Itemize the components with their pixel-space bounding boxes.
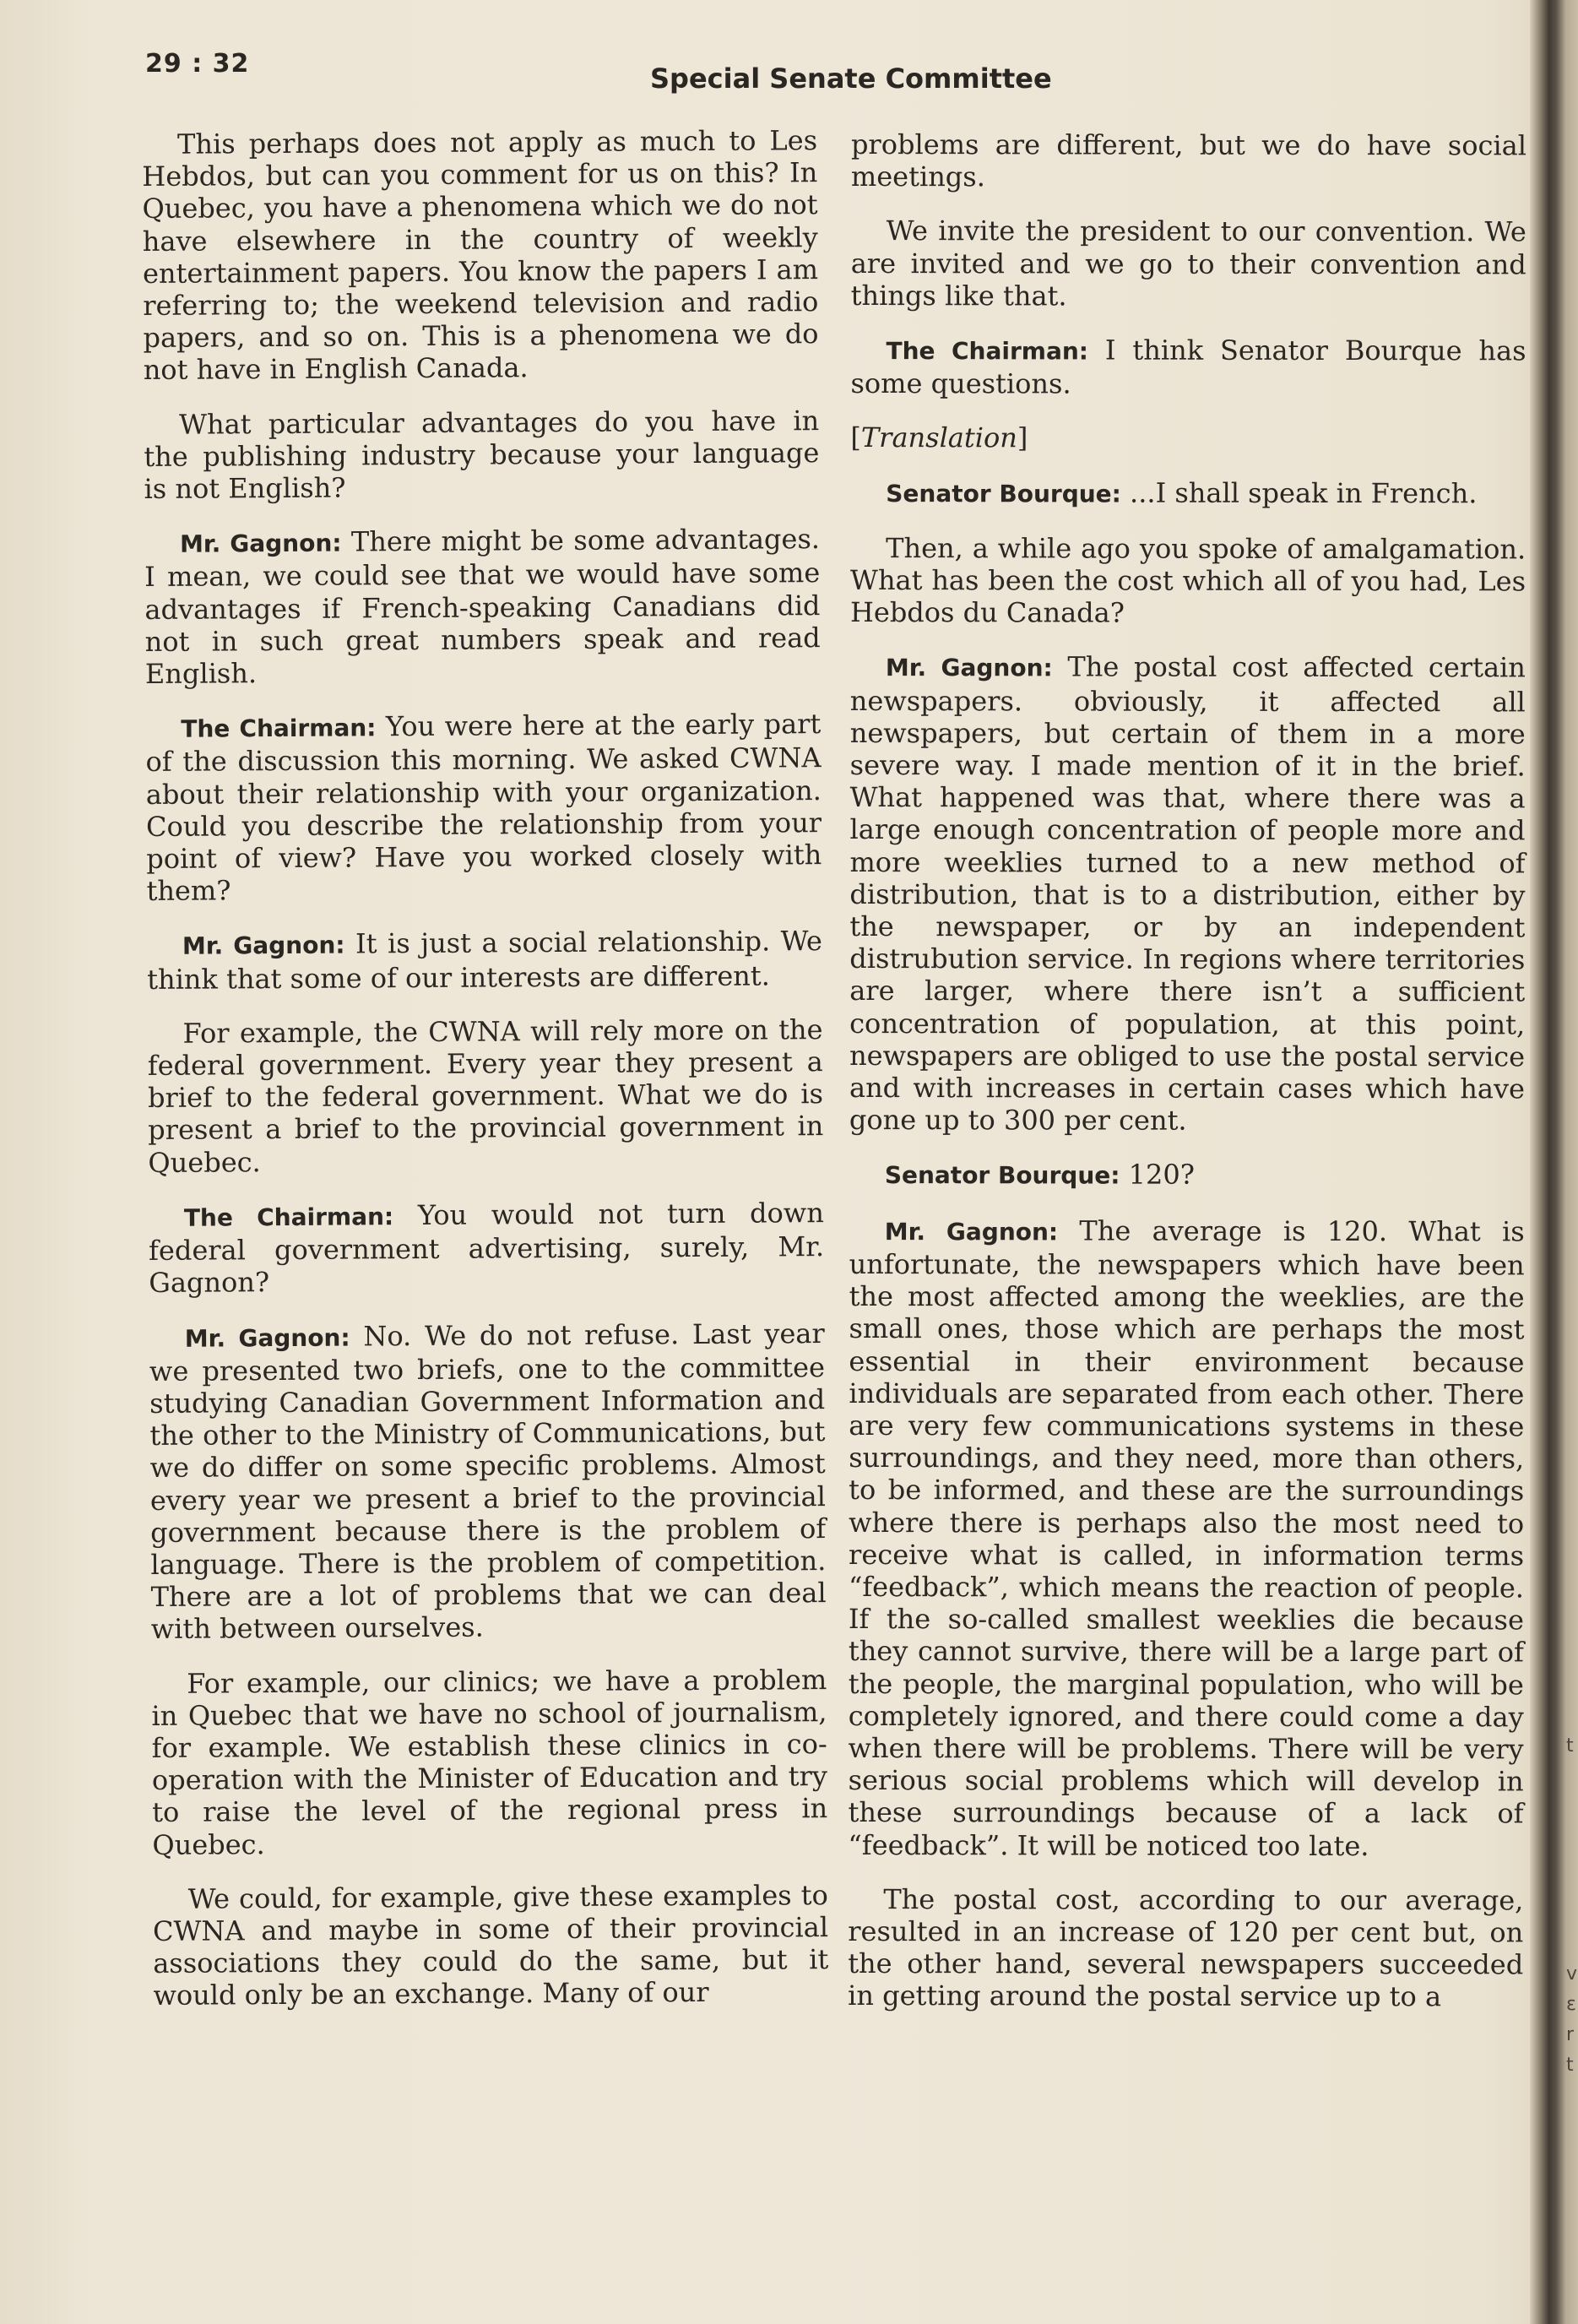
speaker-name: Mr. Gagnon:: [182, 931, 345, 961]
paragraph: [849, 650, 1526, 1137]
speaker-name: Mr. Gagnon:: [885, 654, 1053, 682]
paragraph: [850, 334, 1526, 401]
paragraph: [151, 1664, 827, 1861]
page-number: 29 : 32: [145, 49, 250, 79]
running-head-title: Special Senate Committee: [650, 62, 1052, 95]
paragraph-text: For example, the CWNA will rely more on the federal government. Every year they present a brief to the federal government. What we do is present a brief to the provincial government in Quebec.: [147, 1013, 824, 1179]
paragraph: [848, 1214, 1524, 1862]
paragraph: [850, 532, 1526, 630]
paragraph-text: We could, for example, give these examples to CWNA and maybe in some of their provincial associations they could do the same, but it would only be an exchange. Many of our: [152, 1878, 829, 2012]
paragraph-text: It is just a social relationship. We think that some of our interests are different.: [147, 925, 823, 996]
paragraph: [149, 1197, 825, 1299]
paragraph-text: You would not turn down federal government advertising, surely, Mr. Gagnon?: [149, 1196, 825, 1300]
speaker-name: The Chairman:: [183, 1203, 394, 1232]
paragraph: [850, 476, 1526, 512]
paragraph-text: You were here at the early part of the discussion this morning. We asked CWNA about their relationship with your organization. Could you describe the relationship from your point of view? Have you worked closely with them?: [145, 708, 822, 908]
paragraph-text: Then, a while ago you spoke of amalgamation. What has been the cost which all of you had, Les Hebdos du Canada?: [849, 531, 1526, 629]
edge-fragment: t: [1566, 1735, 1574, 1757]
paragraph-text: 120?: [1128, 1159, 1195, 1192]
paragraph-text: What particular advantages do you have in the publishing industry because your language is not English?: [144, 404, 820, 506]
left-column: [142, 124, 829, 2033]
edge-fragment: r: [1566, 2024, 1575, 2045]
speaker-name: Mr. Gagnon:: [884, 1217, 1059, 1246]
edge-fragment: v: [1566, 1963, 1578, 1985]
translation-marker: [Translation]: [850, 421, 1028, 454]
paragraph-text: problems are different, but we do have social meetings.: [850, 128, 1526, 193]
paragraph-text: The postal cost affected certain newspapers. obviously, it affected all newspapers, but certain of them in a more severe way. I made mention of it in the brief. What happened was that, where there was a large enough concentration of people more and more weeklies turned to a new method of distribution, that is to a distribution, either by the newspaper, or by an independent distrubution service. In regions where territories are larger, where there isn’t a sufficient concentration of population, at this point, newspapers are obliged to use the postal service and with increases in certain cases which have gone up to 300 per cent.: [849, 650, 1526, 1137]
paragraph-text: There might be some advantages. I mean, we could see that we would have some advantages if French-speaking Canadians did not in such great numbers speak and read English.: [144, 523, 821, 691]
speaker-name: Mr. Gagnon:: [179, 529, 342, 558]
paragraph: [149, 1317, 827, 1646]
paragraph-text: The postal cost, according to our average, resulted in an increase of 120 per cent but, on the other hand, several newspapers succeeded in getting around the postal service up to a: [848, 1882, 1524, 2013]
speaker-name: Senator Bourque:: [886, 479, 1121, 508]
paragraph: [851, 128, 1526, 194]
speaker-name: Senator Bourque:: [884, 1161, 1120, 1191]
speaker-name: The Chairman:: [181, 714, 377, 743]
paragraph: [142, 124, 819, 387]
paragraph: [153, 1879, 829, 2012]
paragraph: [848, 1883, 1523, 2013]
paragraph-text: ...I shall speak in French.: [1130, 476, 1478, 509]
speaker-name: The Chairman:: [886, 337, 1089, 366]
edge-fragment: t: [1566, 2055, 1574, 2076]
speaker-name: Mr. Gagnon:: [184, 1323, 350, 1353]
paragraph: [145, 708, 822, 907]
paragraph: [144, 523, 821, 690]
paragraph-text: We invite the president to our convention. We are invited and we go to their convention and things like that.: [850, 214, 1526, 312]
paragraph-text: For example, our clinics; we have a problem in Quebec that we have no school of journalism, for example. We establish these clinics in co-operation with the Minister of Education and try to raise the level of the regional press in Quebec.: [151, 1663, 828, 1861]
paragraph: [147, 926, 822, 996]
right-column: [848, 128, 1526, 2035]
edge-fragment: ε: [1566, 1994, 1576, 2015]
paragraph: [851, 214, 1526, 312]
paragraph-text: This perhaps does not apply as much to Les Hebdos, but can you comment for us on this? In Quebec, you have a phenomena which we do not have elsewhere in the country of weekly entertainment papers. You know the papers I am referring to; the weekend television and radio papers, and so on. This is a phenomena we do not have in English Canada.: [142, 124, 819, 387]
paragraph-text: I think Senator Bourque has some questions.: [850, 334, 1526, 400]
paragraph-text: The average is 120. What is unfortunate, the newspapers which have been the most affected among the weeklies, are the small ones, those which are perhaps the most essential in their environment because individuals are separated from each other. There are very few communications systems in these surroundings, and they need, more than others, to be informed, and these are the surroundings where there is perhaps also the most need to receive what is called, in information terms “feedback”, which means the reaction of people. If the so-called smallest weeklies die because they cannot survive, there will be a large part of the people, the marginal population, who will be completely ignored, and there could come a day when there will be problems. There will be very serious social problems which will develop in these surroundings because of a lack of “feedback”. It will be noticed too late.: [848, 1214, 1525, 1862]
paragraph-text: No. We do not refuse. Last year we presented two briefs, one to the committee studying Canadian Government Information and the other to the Ministry of Communications, but we do differ on some specific problems. Almost every year we present a brief to the provincial government because there is the problem of language. There is the problem of competition. There are a lot of problems that we can deal with between ourselves.: [149, 1317, 827, 1646]
paragraph: [850, 421, 1526, 455]
paragraph: [147, 1013, 823, 1179]
paragraph: [144, 405, 820, 505]
paragraph: [849, 1158, 1525, 1193]
